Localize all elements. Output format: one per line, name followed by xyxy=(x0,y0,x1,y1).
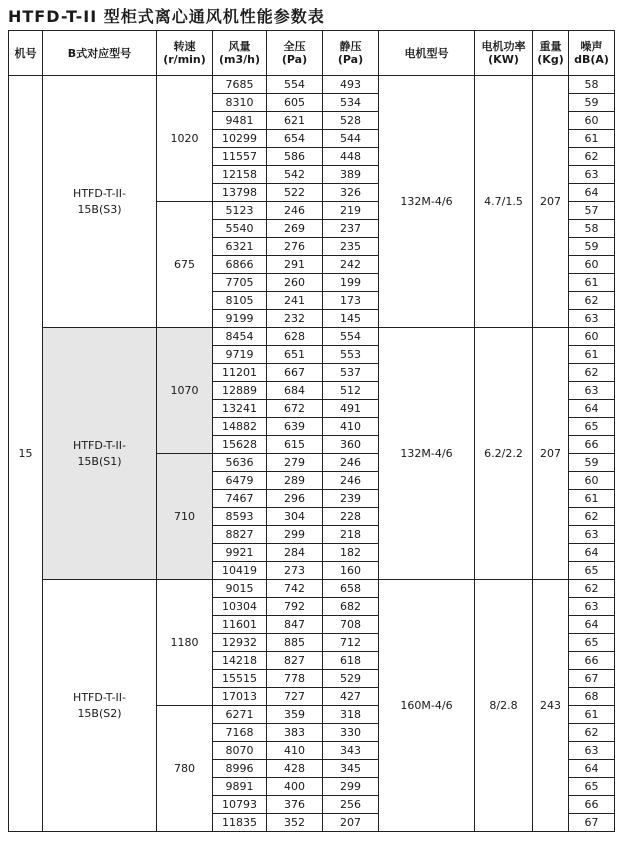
static-pressure-cell: 237 xyxy=(323,220,379,238)
static-pressure-cell: 228 xyxy=(323,508,379,526)
noise-cell: 67 xyxy=(569,670,615,688)
noise-cell: 64 xyxy=(569,400,615,418)
weight-cell: 243 xyxy=(533,580,569,832)
noise-cell: 62 xyxy=(569,580,615,598)
noise-cell: 63 xyxy=(569,526,615,544)
weight-cell: 207 xyxy=(533,76,569,328)
flow-cell: 15515 xyxy=(213,670,267,688)
static-pressure-cell: 343 xyxy=(323,742,379,760)
total-pressure-cell: 542 xyxy=(267,166,323,184)
flow-cell: 14218 xyxy=(213,652,267,670)
noise-cell: 63 xyxy=(569,742,615,760)
total-pressure-cell: 605 xyxy=(267,94,323,112)
page-title: HTFD-T-II 型柜式离心通风机性能参数表 xyxy=(8,7,325,26)
flow-cell: 12932 xyxy=(213,634,267,652)
total-pressure-cell: 276 xyxy=(267,238,323,256)
static-pressure-cell: 318 xyxy=(323,706,379,724)
flow-cell: 9015 xyxy=(213,580,267,598)
total-pressure-cell: 383 xyxy=(267,724,323,742)
static-pressure-cell: 427 xyxy=(323,688,379,706)
total-pressure-cell: 586 xyxy=(267,148,323,166)
weight-cell: 207 xyxy=(533,328,569,580)
total-pressure-cell: 260 xyxy=(267,274,323,292)
static-pressure-cell: 712 xyxy=(323,634,379,652)
noise-cell: 62 xyxy=(569,148,615,166)
flow-cell: 7168 xyxy=(213,724,267,742)
static-pressure-cell: 534 xyxy=(323,94,379,112)
flow-cell: 7685 xyxy=(213,76,267,94)
header-model: B式对应型号 xyxy=(43,31,157,76)
static-pressure-cell: 529 xyxy=(323,670,379,688)
header-noise: 噪声 dB(A) xyxy=(569,31,615,76)
flow-cell: 11601 xyxy=(213,616,267,634)
total-pressure-cell: 684 xyxy=(267,382,323,400)
noise-cell: 66 xyxy=(569,796,615,814)
static-pressure-cell: 389 xyxy=(323,166,379,184)
total-pressure-cell: 615 xyxy=(267,436,323,454)
model-line1: HTFD-T-II- xyxy=(73,186,126,200)
flow-cell: 9891 xyxy=(213,778,267,796)
total-pressure-cell: 269 xyxy=(267,220,323,238)
noise-cell: 60 xyxy=(569,256,615,274)
noise-cell: 59 xyxy=(569,454,615,472)
noise-cell: 65 xyxy=(569,418,615,436)
performance-table xyxy=(8,30,615,832)
flow-cell: 6866 xyxy=(213,256,267,274)
motor-cell: 132M-4/6 xyxy=(379,76,475,328)
noise-cell: 62 xyxy=(569,292,615,310)
model-cell xyxy=(43,328,157,580)
total-pressure-cell: 304 xyxy=(267,508,323,526)
flow-cell: 11557 xyxy=(213,148,267,166)
model-line2: 15B(S3) xyxy=(77,202,122,216)
flow-cell: 9481 xyxy=(213,112,267,130)
header-weight: 重量 (Kg) xyxy=(533,31,569,76)
static-pressure-cell: 299 xyxy=(323,778,379,796)
header-jihao: 机号 xyxy=(9,31,43,76)
speed-cell: 675 xyxy=(157,202,213,328)
flow-cell: 8827 xyxy=(213,526,267,544)
flow-cell: 11835 xyxy=(213,814,267,832)
static-pressure-cell: 246 xyxy=(323,454,379,472)
static-pressure-cell: 242 xyxy=(323,256,379,274)
noise-cell: 65 xyxy=(569,778,615,796)
noise-cell: 60 xyxy=(569,472,615,490)
total-pressure-cell: 428 xyxy=(267,760,323,778)
static-pressure-cell: 512 xyxy=(323,382,379,400)
static-pressure-cell: 239 xyxy=(323,490,379,508)
noise-cell: 61 xyxy=(569,706,615,724)
flow-cell: 6321 xyxy=(213,238,267,256)
flow-cell: 6479 xyxy=(213,472,267,490)
table-row xyxy=(9,580,615,598)
header-speed: 转速 (r/min) xyxy=(157,31,213,76)
static-pressure-cell: 708 xyxy=(323,616,379,634)
flow-cell: 13798 xyxy=(213,184,267,202)
noise-cell: 67 xyxy=(569,814,615,832)
speed-cell: 780 xyxy=(157,706,213,832)
total-pressure-cell: 885 xyxy=(267,634,323,652)
static-pressure-cell: 544 xyxy=(323,130,379,148)
flow-cell: 5636 xyxy=(213,454,267,472)
static-pressure-cell: 219 xyxy=(323,202,379,220)
noise-cell: 59 xyxy=(569,238,615,256)
power-cell: 8/2.8 xyxy=(475,580,533,832)
motor-cell: 160M-4/6 xyxy=(379,580,475,832)
static-pressure-cell: 345 xyxy=(323,760,379,778)
total-pressure-cell: 410 xyxy=(267,742,323,760)
flow-cell: 14882 xyxy=(213,418,267,436)
static-pressure-cell: 554 xyxy=(323,328,379,346)
total-pressure-cell: 359 xyxy=(267,706,323,724)
flow-cell: 9921 xyxy=(213,544,267,562)
flow-cell: 8454 xyxy=(213,328,267,346)
speed-cell: 1180 xyxy=(157,580,213,706)
flow-cell: 5123 xyxy=(213,202,267,220)
static-pressure-cell: 160 xyxy=(323,562,379,580)
flow-cell: 8070 xyxy=(213,742,267,760)
noise-cell: 64 xyxy=(569,616,615,634)
total-pressure-cell: 651 xyxy=(267,346,323,364)
header-power: 电机功率 (KW) xyxy=(475,31,533,76)
speed-cell: 1070 xyxy=(157,328,213,454)
static-pressure-cell: 330 xyxy=(323,724,379,742)
total-pressure-cell: 241 xyxy=(267,292,323,310)
flow-cell: 7705 xyxy=(213,274,267,292)
flow-cell: 10419 xyxy=(213,562,267,580)
total-pressure-cell: 672 xyxy=(267,400,323,418)
flow-cell: 12889 xyxy=(213,382,267,400)
noise-cell: 63 xyxy=(569,598,615,616)
total-pressure-cell: 299 xyxy=(267,526,323,544)
noise-cell: 66 xyxy=(569,652,615,670)
model-line2: 15B(S2) xyxy=(77,706,122,720)
noise-cell: 60 xyxy=(569,328,615,346)
static-pressure-cell: 410 xyxy=(323,418,379,436)
noise-cell: 57 xyxy=(569,202,615,220)
flow-cell: 12158 xyxy=(213,166,267,184)
noise-cell: 58 xyxy=(569,76,615,94)
noise-cell: 62 xyxy=(569,364,615,382)
header-flow: 风量 (m3/h) xyxy=(213,31,267,76)
flow-cell: 10304 xyxy=(213,598,267,616)
total-pressure-cell: 296 xyxy=(267,490,323,508)
static-pressure-cell: 256 xyxy=(323,796,379,814)
total-pressure-cell: 667 xyxy=(267,364,323,382)
noise-cell: 64 xyxy=(569,544,615,562)
static-pressure-cell: 235 xyxy=(323,238,379,256)
total-pressure-cell: 273 xyxy=(267,562,323,580)
power-cell: 6.2/2.2 xyxy=(475,328,533,580)
total-pressure-cell: 522 xyxy=(267,184,323,202)
total-pressure-cell: 289 xyxy=(267,472,323,490)
table-row xyxy=(9,76,615,94)
total-pressure-cell: 628 xyxy=(267,328,323,346)
flow-cell: 6271 xyxy=(213,706,267,724)
static-pressure-cell: 553 xyxy=(323,346,379,364)
total-pressure-cell: 279 xyxy=(267,454,323,472)
model-cell xyxy=(43,76,157,328)
noise-cell: 63 xyxy=(569,382,615,400)
power-cell: 4.7/1.5 xyxy=(475,76,533,328)
total-pressure-cell: 792 xyxy=(267,598,323,616)
static-pressure-cell: 246 xyxy=(323,472,379,490)
noise-cell: 64 xyxy=(569,184,615,202)
noise-cell: 61 xyxy=(569,490,615,508)
flow-cell: 9719 xyxy=(213,346,267,364)
total-pressure-cell: 727 xyxy=(267,688,323,706)
noise-cell: 65 xyxy=(569,634,615,652)
static-pressure-cell: 360 xyxy=(323,436,379,454)
noise-cell: 63 xyxy=(569,166,615,184)
header-row xyxy=(9,31,615,76)
speed-cell: 1020 xyxy=(157,76,213,202)
total-pressure-cell: 654 xyxy=(267,130,323,148)
flow-cell: 9199 xyxy=(213,310,267,328)
total-pressure-cell: 847 xyxy=(267,616,323,634)
flow-cell: 8593 xyxy=(213,508,267,526)
flow-cell: 8310 xyxy=(213,94,267,112)
model-line2: 15B(S1) xyxy=(77,454,122,468)
total-pressure-cell: 284 xyxy=(267,544,323,562)
static-pressure-cell: 182 xyxy=(323,544,379,562)
static-pressure-cell: 173 xyxy=(323,292,379,310)
total-pressure-cell: 352 xyxy=(267,814,323,832)
total-pressure-cell: 639 xyxy=(267,418,323,436)
model-cell xyxy=(43,580,157,832)
total-pressure-cell: 400 xyxy=(267,778,323,796)
static-pressure-cell: 537 xyxy=(323,364,379,382)
noise-cell: 59 xyxy=(569,94,615,112)
noise-cell: 62 xyxy=(569,508,615,526)
static-pressure-cell: 145 xyxy=(323,310,379,328)
static-pressure-cell: 528 xyxy=(323,112,379,130)
flow-cell: 10299 xyxy=(213,130,267,148)
total-pressure-cell: 376 xyxy=(267,796,323,814)
noise-cell: 63 xyxy=(569,310,615,328)
flow-cell: 5540 xyxy=(213,220,267,238)
static-pressure-cell: 448 xyxy=(323,148,379,166)
flow-cell: 13241 xyxy=(213,400,267,418)
header-motor: 电机型号 xyxy=(379,31,475,76)
noise-cell: 58 xyxy=(569,220,615,238)
motor-cell: 132M-4/6 xyxy=(379,328,475,580)
flow-cell: 8105 xyxy=(213,292,267,310)
flow-cell: 11201 xyxy=(213,364,267,382)
table-row xyxy=(9,328,615,346)
static-pressure-cell: 218 xyxy=(323,526,379,544)
static-pressure-cell: 326 xyxy=(323,184,379,202)
flow-cell: 8996 xyxy=(213,760,267,778)
total-pressure-cell: 554 xyxy=(267,76,323,94)
flow-cell: 15628 xyxy=(213,436,267,454)
noise-cell: 61 xyxy=(569,130,615,148)
total-pressure-cell: 827 xyxy=(267,652,323,670)
header-static-pressure: 静压 (Pa) xyxy=(323,31,379,76)
jihao-cell: 15 xyxy=(9,76,43,832)
static-pressure-cell: 199 xyxy=(323,274,379,292)
total-pressure-cell: 291 xyxy=(267,256,323,274)
static-pressure-cell: 682 xyxy=(323,598,379,616)
static-pressure-cell: 491 xyxy=(323,400,379,418)
total-pressure-cell: 778 xyxy=(267,670,323,688)
noise-cell: 66 xyxy=(569,436,615,454)
noise-cell: 62 xyxy=(569,724,615,742)
speed-cell: 710 xyxy=(157,454,213,580)
noise-cell: 60 xyxy=(569,112,615,130)
total-pressure-cell: 232 xyxy=(267,310,323,328)
total-pressure-cell: 742 xyxy=(267,580,323,598)
header-total-pressure: 全压 (Pa) xyxy=(267,31,323,76)
static-pressure-cell: 658 xyxy=(323,580,379,598)
noise-cell: 68 xyxy=(569,688,615,706)
noise-cell: 64 xyxy=(569,760,615,778)
static-pressure-cell: 493 xyxy=(323,76,379,94)
flow-cell: 10793 xyxy=(213,796,267,814)
model-line1: HTFD-T-II- xyxy=(73,690,126,704)
flow-cell: 17013 xyxy=(213,688,267,706)
total-pressure-cell: 621 xyxy=(267,112,323,130)
noise-cell: 61 xyxy=(569,274,615,292)
noise-cell: 61 xyxy=(569,346,615,364)
static-pressure-cell: 207 xyxy=(323,814,379,832)
noise-cell: 65 xyxy=(569,562,615,580)
model-line1: HTFD-T-II- xyxy=(73,438,126,452)
flow-cell: 7467 xyxy=(213,490,267,508)
static-pressure-cell: 618 xyxy=(323,652,379,670)
total-pressure-cell: 246 xyxy=(267,202,323,220)
table-body xyxy=(9,76,615,832)
